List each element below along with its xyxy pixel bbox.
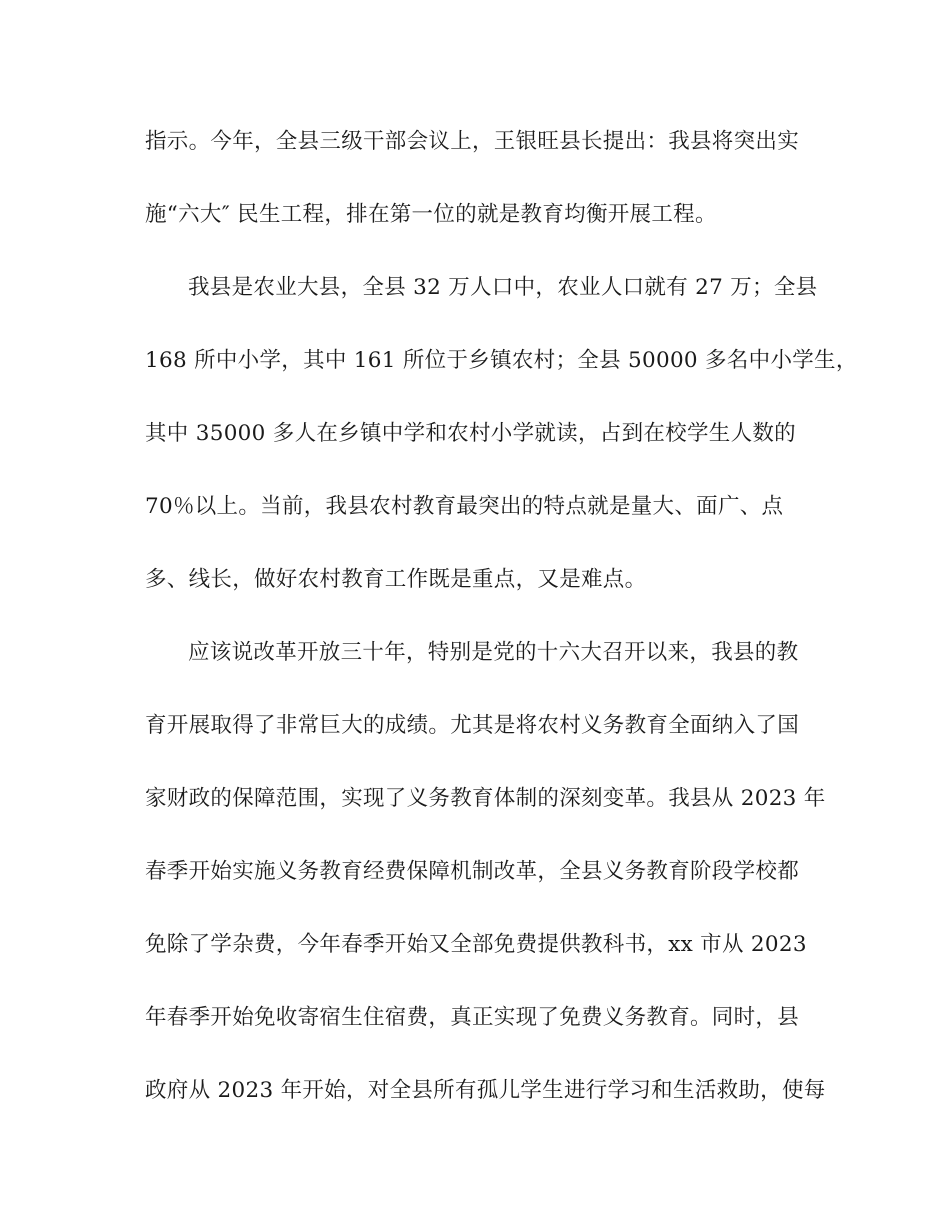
text-line: 多、线长，做好农村教育工作既是重点，又是难点。 — [145, 567, 647, 592]
text-line: 施“六大″ 民生工程，排在第一位的就是教育均衡开展工程。 — [145, 202, 717, 227]
paragraph-start-line: 我县是农业大县，全县 32 万人口中，农业人口就有 27 万；全县 — [188, 275, 818, 300]
paragraph-start-line: 应该说改革开放三十年，特别是党的十六大召开以来，我县的教 — [188, 640, 799, 665]
text-line: 免除了学杂费，今年春季开始又全部免费提供教科书，xx 市从 2023 — [145, 932, 807, 957]
text-line: 家财政的保障范围，实现了义务教育体制的深刻变革。我县从 2023 年 — [145, 786, 826, 811]
text-line: 70％以上。当前，我县农村教育最突出的特点就是量大、面广、点 — [145, 494, 784, 519]
text-line: 指示。今年，全县三级干部会议上，王银旺县长提出：我县将突出实 — [145, 129, 800, 154]
text-line: 年春季开始免收寄宿生住宿费，真正实现了免费义务教育。同时，县 — [145, 1005, 800, 1030]
text-line: 春季开始实施义务教育经费保障机制改革，全县义务教育阶段学校都 — [145, 859, 800, 884]
text-line: 政府从 2023 年开始，对全县所有孤儿学生进行学习和生活救助，使每 — [145, 1078, 826, 1103]
text-line: 其中 35000 多人在乡镇中学和农村小学就读，占到在校学生人数的 — [145, 421, 796, 446]
text-line: 168 所中小学，其中 161 所位于乡镇农村；全县 50000 多名中小学生， — [145, 348, 858, 373]
text-line: 育开展取得了非常巨大的成绩。尤其是将农村义务教育全面纳入了国 — [145, 713, 800, 738]
